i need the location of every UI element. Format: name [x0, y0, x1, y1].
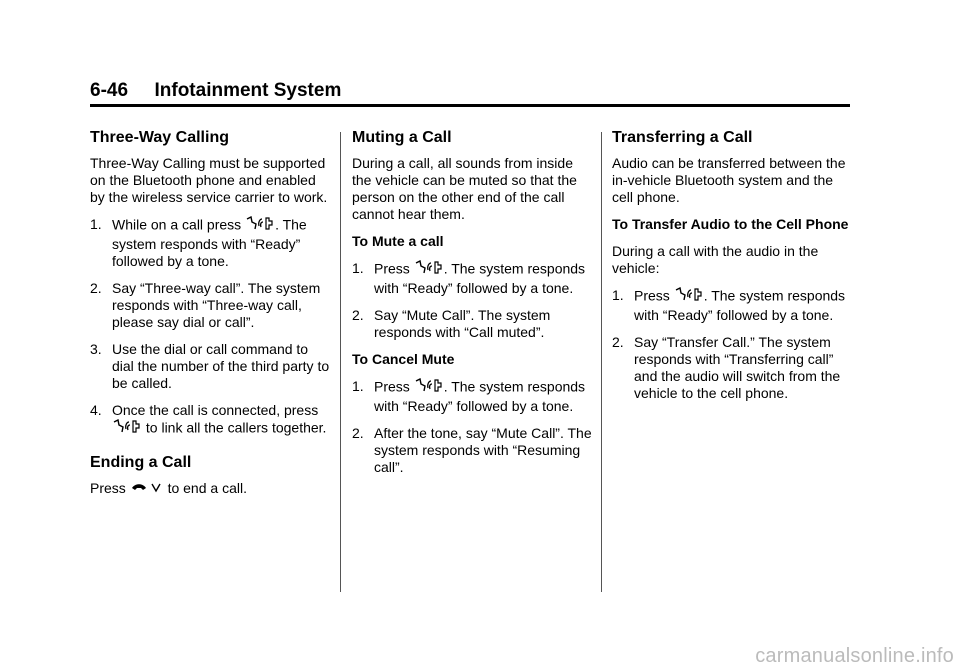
steps-mute — [352, 260, 592, 341]
section-title: Infotainment System — [154, 80, 342, 101]
heading-three-way-calling: Three-Way Calling — [90, 129, 229, 146]
push-to-talk-icon — [414, 260, 444, 280]
list-item: 2. Say “Three-way call”. The system responds with “Three-way call, please say dial or call”. — [90, 280, 321, 330]
watermark[interactable]: carmanualsonline.info — [755, 645, 954, 667]
steps-three-way — [90, 216, 330, 439]
paragraph-during-call: During a call with the audio in the vehicle: — [612, 243, 819, 276]
step-number: 2. — [90, 280, 102, 296]
list-item: 2. Say “Transfer Call.” The system responds with “Transferring call” and the audio will switch from the vehicle to the cell phone. — [612, 334, 841, 401]
page-header — [90, 80, 850, 102]
column-right — [612, 128, 852, 412]
list-item: 2. After the tone, say “Mute Call”. The system responds with “Resuming call”. — [352, 425, 592, 475]
step-number: 1. — [612, 287, 624, 303]
list-item: 1. Press . The system responds with “Ready” followed by a tone. — [612, 287, 846, 323]
column-middle — [352, 128, 592, 486]
list-item: 1. Press . The system responds with “Ready” followed by a tone. — [352, 378, 586, 414]
push-to-talk-icon — [674, 287, 704, 307]
end-call-icon — [130, 480, 164, 498]
column-divider — [340, 132, 341, 592]
column-divider — [601, 132, 602, 592]
step-number: 4. — [90, 402, 102, 418]
subheading-transfer-audio: To Transfer Audio to the Cell Phone — [612, 216, 849, 232]
heading-muting-a-call: Muting a Call — [352, 129, 452, 146]
steps-cancel-mute — [352, 378, 592, 476]
paragraph-transfer: Audio can be transferred between the in-vehicle Bluetooth system and the cell phone. — [612, 155, 846, 205]
page-number: 6-46 — [90, 80, 129, 101]
column-left — [90, 128, 330, 508]
push-to-talk-icon — [112, 419, 142, 439]
step-number: 2. — [352, 307, 364, 323]
list-item: 1. Press . The system responds with “Ready” followed by a tone. — [352, 260, 586, 296]
list-item: 3. Use the dial or call command to dial the number of the third party to be called. — [90, 341, 330, 391]
push-to-talk-icon — [414, 378, 444, 398]
step-number: 2. — [612, 334, 624, 350]
paragraph-ending: Press to end a call. — [90, 480, 330, 498]
paragraph-three-way: Three-Way Calling must be supported on the Bluetooth phone and enabled by the wireless service carrier to work. — [90, 155, 328, 205]
steps-transfer — [612, 287, 852, 402]
step-number: 3. — [90, 341, 102, 357]
heading-transferring-a-call: Transferring a Call — [612, 129, 753, 146]
step-number: 1. — [352, 378, 364, 394]
list-item: 4. Once the call is connected, press to link all the callers together. — [90, 402, 330, 439]
push-to-talk-icon — [245, 216, 275, 236]
list-item: 2. Say “Mute Call”. The system responds with “Call muted”. — [352, 307, 551, 340]
list-item: 1. While on a call press . The system responds with “Ready” followed by a tone. — [90, 216, 307, 269]
heading-ending-a-call: Ending a Call — [90, 454, 192, 471]
subheading-to-mute: To Mute a call — [352, 233, 444, 249]
paragraph-mute: During a call, all sounds from inside the vehicle can be muted so that the person on the other end of the call cannot hear them. — [352, 155, 577, 222]
step-number: 1. — [352, 260, 364, 276]
step-number: 1. — [90, 216, 102, 232]
subheading-cancel-mute: To Cancel Mute — [352, 351, 455, 367]
header-rule — [90, 104, 850, 107]
step-number: 2. — [352, 425, 364, 441]
